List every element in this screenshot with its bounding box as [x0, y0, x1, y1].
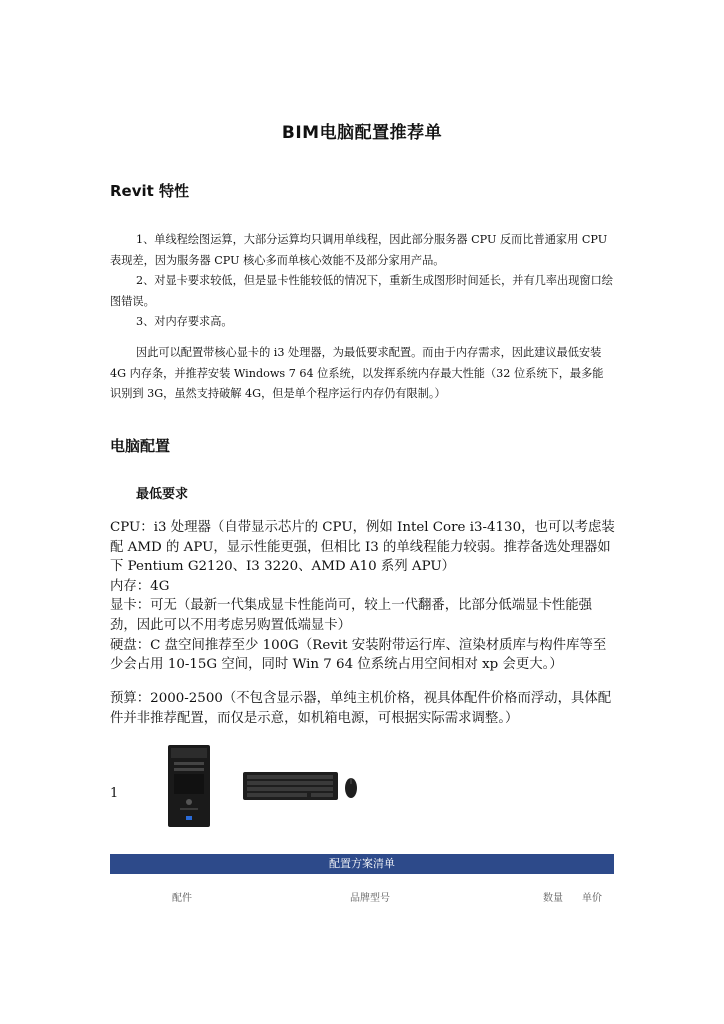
- spec-cpu: CPU：i3 处理器（自带显示芯片的 CPU，例如 Intel Core i3-4130，也可以考虑装配 AMD 的 APU，显示性能更强，但相比 I3 的单线程能力较弱。推荐备选处理器如下 Pentium G2120、I3 3220、AMD A10 系列 APU）: [110, 520, 615, 575]
- table-caption-bar: 配置方案清单: [110, 854, 614, 874]
- revit-summary: [110, 343, 614, 405]
- config-subheading: 最低要求: [136, 487, 189, 502]
- spec-gpu: 显卡：可无（最新一代集成显卡性能尚可，较上一代翻番，比部分低端显卡性能强劲，因此可以不用考虑另购置低端显卡）: [110, 598, 593, 633]
- budget-paragraph: 预算：2000-2500（不包含显示器，单纯主机价格，视具体配件价格而浮动，具体配件并非推荐配置，而仅是示意，如机箱电源，可根据实际需求调整。）: [110, 691, 612, 726]
- feature-paragraph: 2、对显卡要求较低，但是显卡性能较低的情况下，重新生成图形时间延长，并有几率出现窗口绘图错误。: [110, 274, 613, 308]
- keyboard-mouse-image: [243, 764, 363, 804]
- summary-paragraph: 因此可以配置带核心显卡的 i3 处理器，为最低要求配置。而由于内存需求，因此建议最低安装 4G 内存条，并推荐安装 Windows 7 64 位系统，以发挥系统内存最大性能（32 位系统下，最多能识别到 3G，虽然支持破解 4G，但是单个程序运行内存仍有限制。）: [110, 346, 604, 400]
- table-header-price: 单价: [582, 893, 602, 904]
- table-header-part: 配件: [172, 893, 192, 904]
- pc-tower-image: [166, 744, 212, 828]
- revit-heading: Revit 特性: [110, 182, 190, 200]
- table-header-model: 品牌型号: [350, 893, 390, 904]
- option-number: 1: [110, 786, 119, 801]
- page-title: BIM电脑配置推荐单: [281, 123, 443, 143]
- spec-list: [110, 518, 616, 675]
- revit-features: [110, 230, 614, 333]
- feature-paragraph: 3、对内存要求高。: [136, 315, 233, 328]
- spec-disk: 硬盘：C 盘空间推荐至少 100G（Revit 安装附带运行库、渲染材质库与构件库等至少会占用 10-15G 空间，同时 Win 7 64 位系统占用空间相对 xp 会更大。）: [110, 637, 607, 673]
- table-header-quantity: 数量: [543, 893, 563, 904]
- spec-memory: 内存：4G: [110, 578, 170, 594]
- config-heading: 电脑配置: [110, 437, 171, 455]
- feature-paragraph: 1、单线程绘图运算，大部分运算均只调用单线程，因此部分服务器 CPU 反而比普通家用 CPU 表现差，因为服务器 CPU 核心多而单核心效能不及部分家用产品。: [110, 233, 608, 267]
- budget-text: [110, 689, 616, 728]
